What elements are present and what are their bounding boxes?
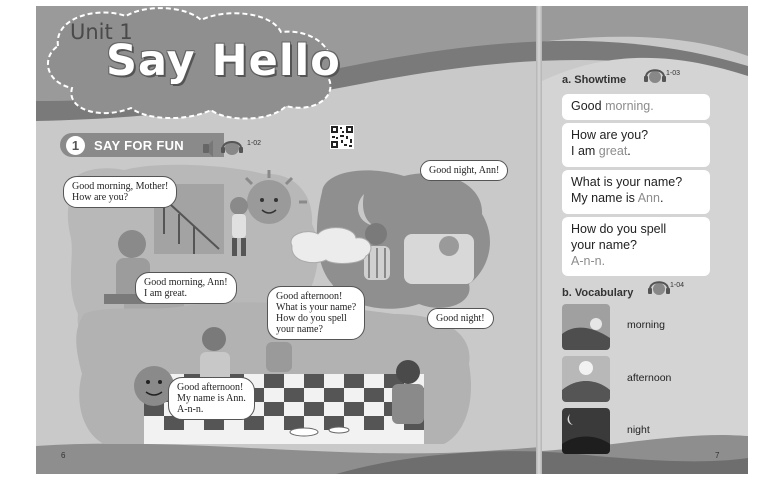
afternoon-thumbnail [562, 356, 610, 402]
vocab-word-night: night [627, 424, 650, 436]
card-highlight: Ann [637, 191, 660, 205]
page-number-right: 7 [715, 451, 720, 460]
card-text: Good [571, 99, 602, 113]
vocab-word-morning: morning [627, 319, 665, 331]
headphones-audio-icon[interactable] [642, 66, 668, 86]
bubble-line: How are you? [72, 192, 129, 203]
card-text: What is your name? [571, 175, 683, 189]
section-title: SAY FOR FUN [94, 138, 184, 153]
speech-bubble-ann-reply [135, 272, 237, 304]
bubble-line: Good afternoon! [276, 291, 343, 302]
headphones-audio-icon[interactable] [646, 278, 672, 298]
speech-bubble-boy-question [267, 286, 365, 340]
bubble-line: I am great. [144, 288, 188, 299]
card-text: I am [571, 144, 599, 158]
showtime-card-3 [562, 170, 710, 214]
speech-bubble-ann-name [168, 377, 255, 420]
bubble-line: Good night! [436, 313, 485, 324]
showtime-card-1 [562, 94, 710, 120]
qr-code-icon[interactable] [330, 125, 354, 149]
bubble-line: Good morning, Mother! [72, 181, 169, 192]
bubble-line: A-n-n. [177, 404, 204, 415]
bubble-line: your name? [276, 324, 323, 335]
card-text: How are you? [571, 128, 649, 142]
listen-audio-icon[interactable] [201, 136, 245, 158]
bubble-line: Good night, Ann! [429, 165, 500, 176]
track-number: 1-03 [666, 70, 681, 77]
night-thumbnail [562, 408, 610, 454]
card-highlight: morning. [601, 99, 654, 113]
card-text: . [627, 144, 631, 158]
vocab-word-afternoon: afternoon [627, 372, 672, 384]
card-highlight: great [598, 144, 628, 158]
bubble-line: My name is Ann. [177, 393, 246, 404]
track-number: 1-04 [670, 282, 685, 289]
showtime-card-4 [562, 217, 710, 276]
morning-thumbnail [562, 304, 610, 350]
book-spine [536, 6, 542, 474]
card-text: . [659, 191, 664, 205]
card-text: your name? [571, 238, 638, 252]
unit-label: Unit 1 [70, 20, 133, 44]
speech-bubble-good-night [427, 308, 494, 329]
bubble-line: Good afternoon! [177, 382, 244, 393]
book-pages [36, 6, 748, 474]
page-number-left: 6 [61, 451, 66, 460]
showtime-card-2 [562, 123, 710, 167]
showtime-heading: a. Showtime [562, 74, 627, 86]
bubble-line: How do you spell [276, 313, 347, 324]
bubble-line: What is your name? [276, 302, 357, 313]
card-text: How do you spell [571, 222, 667, 236]
unit-title: Say Hello [106, 36, 341, 86]
track-number: 1-02 [247, 140, 262, 147]
speech-bubble-good-night-ann [420, 160, 508, 181]
card-text: My name is [571, 191, 638, 205]
speech-bubble-mother [63, 176, 177, 208]
card-highlight: A-n-n. [571, 254, 606, 268]
vocabulary-heading: b. Vocabulary [562, 287, 634, 299]
section-number: 1 [66, 136, 85, 155]
bubble-line: Good morning, Ann! [144, 277, 228, 288]
